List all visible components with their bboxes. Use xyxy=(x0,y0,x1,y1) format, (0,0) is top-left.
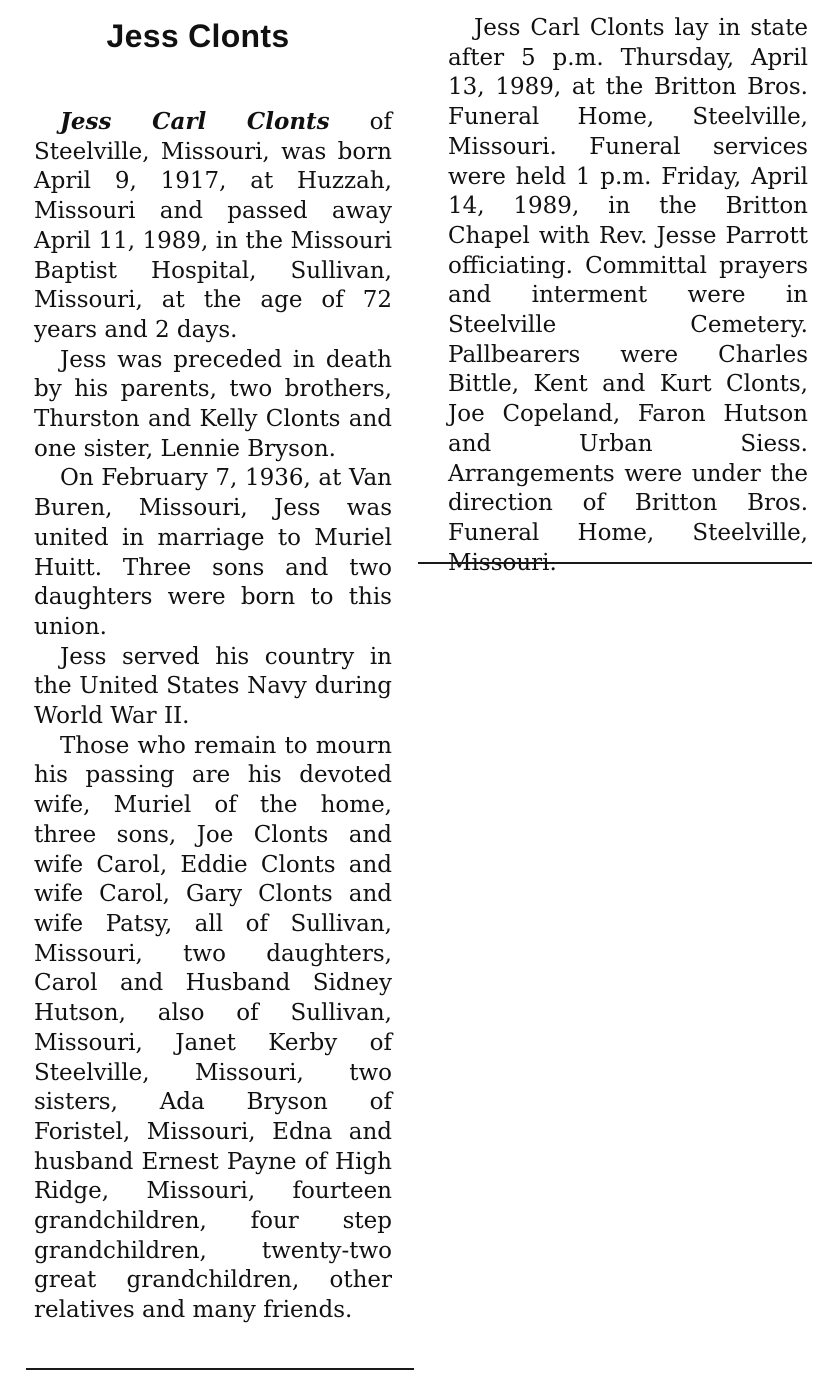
paragraph-military-service: Jess served his country in the United States Navy during World War II. xyxy=(34,643,392,730)
right-column xyxy=(448,14,808,578)
paragraph-preceded-in-death: Jess was preceded in death by his parents, two brothers, Thurston and Kelly Clonts and one sister, Lennie Bryson. xyxy=(34,346,392,462)
paragraph-services: Jess Carl Clonts lay in state after 5 p.m. Thursday, April 13, 1989, at the Britton Bros. Funeral Home, Steelville, Missouri. Funeral services were held 1 p.m. Friday, April 14, 1989, in the Britton Chapel with Rev. Jesse Parrott officiating. Committal prayers and interment were in Steelville Cemetery. Pallbearers were Charles Bittle, Kent and Kurt Clonts, Joe Copeland, Faron Hutson and Urban Siess. Arrangements were under the direction of Britton Bros. Funeral Home, Steelville, Missouri. xyxy=(448,15,808,576)
paragraph-birth-death-text: of Steelville, Missouri, was born April 9, 1917, at Huzzah, Missouri and passed away April 11, 1989, in the Missouri Baptist Hospital, Sullivan, Missouri, at the age of 72 years and 2 days. xyxy=(34,109,392,343)
paragraph-survivors: Those who remain to mourn his passing are his devoted wife, Muriel of the home, three sons, Joe Clonts and wife Carol, Eddie Clonts and wife Carol, Gary Clonts and wife Patsy, all of Sullivan, Missouri, two daughters, Carol and Husband Sidney Hutson, also of Sullivan, Missouri, Janet Kerby of Steelville, Missouri, two sisters, Ada Bryson of Foristel, Missouri, Edna and husband Ernest Payne of High Ridge, Missouri, fourteen grandchildren, four step grandchildren, twenty-two great grandchildren, other relatives and many friends. xyxy=(34,732,392,1324)
obituary-headline: Jess Clonts xyxy=(106,18,290,54)
column-end-rule-right xyxy=(418,562,812,564)
column-end-rule-left xyxy=(26,1368,414,1370)
lead-name: Jess Carl Clonts xyxy=(60,108,330,135)
paragraph-birth-death xyxy=(34,107,392,346)
left-column xyxy=(34,0,392,1326)
paragraph-marriage: On February 7, 1936, at Van Buren, Missouri, Jess was united in marriage to Muriel Huitt. Three sons and two daughters were born to this union. xyxy=(34,465,392,640)
